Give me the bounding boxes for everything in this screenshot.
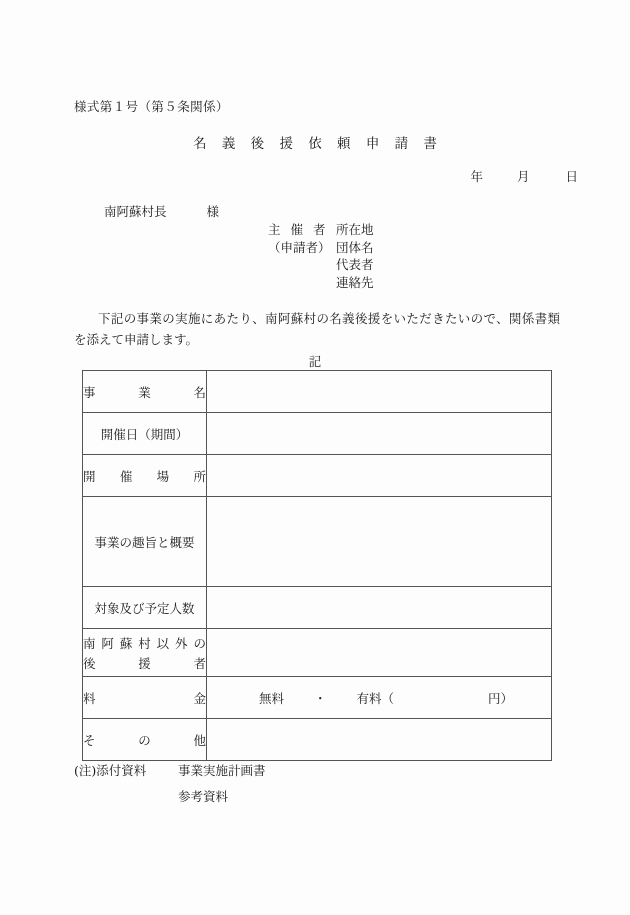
note-row xyxy=(74,784,266,810)
applicant-value-contact: 連絡先 xyxy=(336,274,374,290)
row-value-other[interactable] xyxy=(207,719,552,761)
table-row xyxy=(83,455,552,497)
label-text: その他 xyxy=(83,732,206,748)
row-label-purpose-outline xyxy=(83,497,207,587)
applicant-row xyxy=(268,221,374,239)
form-number: 様式第１号（第５条関係） xyxy=(74,99,229,114)
applicant-row xyxy=(268,256,374,274)
table-row xyxy=(83,587,552,629)
application-form-table xyxy=(82,370,552,761)
row-label-other xyxy=(83,719,207,761)
row-label-venue xyxy=(83,455,207,497)
table-row xyxy=(83,497,552,587)
row-label-project-name xyxy=(83,371,207,413)
table-row xyxy=(83,371,552,413)
fee-currency-close: 円） xyxy=(487,690,513,706)
document-title: 名 義 後 援 依 頼 申 請 書 xyxy=(193,136,443,152)
addressee-honorific: 様 xyxy=(206,204,220,219)
note-label: (注)添付資料 xyxy=(74,763,147,778)
row-value-project-name[interactable] xyxy=(207,371,552,413)
table-row xyxy=(83,677,552,719)
applicant-label-organizer: 主 催 者 xyxy=(268,222,329,237)
note-item-plan: 事業実施計画書 xyxy=(178,763,266,778)
table-row xyxy=(83,719,552,761)
applicant-value-representative: 代表者 xyxy=(336,257,374,272)
applicant-value-address: 所在地 xyxy=(336,222,374,237)
row-label-fee xyxy=(83,677,207,719)
label-text: 事業名 xyxy=(83,384,206,400)
ki-marker: 記 xyxy=(308,354,322,369)
table-row xyxy=(83,629,552,677)
fee-separator: ・ xyxy=(314,690,327,706)
row-value-other-sponsors[interactable] xyxy=(207,629,552,677)
addressee-name: 南阿蘇村長 xyxy=(104,204,167,219)
label-text: 開催日（期間） xyxy=(100,426,189,442)
fee-option-paid[interactable]: 有料（ xyxy=(356,690,395,706)
row-value-event-date[interactable] xyxy=(207,413,552,455)
row-value-venue[interactable] xyxy=(207,455,552,497)
applicant-row xyxy=(268,239,374,257)
applicant-row xyxy=(268,274,374,292)
note-row xyxy=(74,758,266,784)
applicant-label-blank-2 xyxy=(268,274,336,292)
row-value-target-attendance[interactable] xyxy=(207,587,552,629)
label-text-line-2: 後援者 xyxy=(83,655,206,671)
date-line xyxy=(471,167,578,185)
applicant-label-applicant: （申請者） xyxy=(268,239,331,255)
row-value-purpose-outline[interactable] xyxy=(207,497,552,587)
label-text: 料金 xyxy=(83,690,206,706)
label-text: 対象及び予定人数 xyxy=(94,600,195,616)
label-text-line-1: 南阿蘇村以外の xyxy=(83,635,206,651)
attachment-notes xyxy=(74,758,266,810)
applicant-value-organization: 団体名 xyxy=(336,239,374,255)
date-day-label: 日 xyxy=(565,169,578,184)
fee-option-free[interactable]: 無料 xyxy=(259,690,285,706)
applicant-label-blank-1 xyxy=(268,256,336,274)
fee-options xyxy=(207,689,551,707)
body-paragraph: 下記の事業の実施にあたり、南阿蘇村の名義後援をいただきたいので、関係書類を添えて申請します。 xyxy=(74,311,560,347)
table-row xyxy=(83,413,552,455)
row-label-target-attendance xyxy=(83,587,207,629)
label-text: 開催場所 xyxy=(83,468,206,484)
row-label-other-sponsors xyxy=(83,629,207,677)
addressee xyxy=(104,202,219,220)
applicant-block xyxy=(268,221,374,291)
row-value-fee[interactable] xyxy=(207,677,552,719)
label-text: 事業の趣旨と概要 xyxy=(94,534,195,550)
date-year-label: 年 xyxy=(470,169,484,184)
row-label-event-date xyxy=(83,413,207,455)
note-item-reference: 参考資料 xyxy=(178,789,229,804)
date-month-label: 月 xyxy=(517,169,530,184)
